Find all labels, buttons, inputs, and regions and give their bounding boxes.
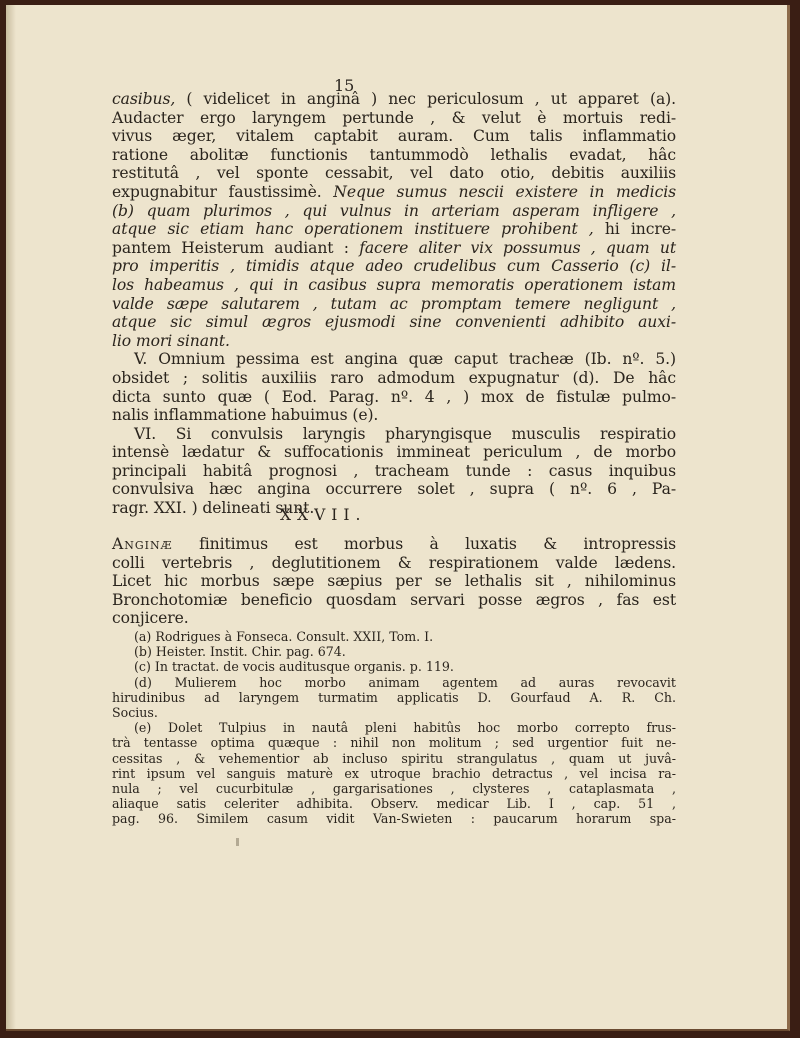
text-line: casibus, ( videlicet in anginâ ) nec periculosum , ut apparet (a). [112,90,676,108]
text-line: VI. Si convulsis laryngis pharyngisque musculis respiratio [134,424,676,443]
footnote-line: (b) Heister. Instit. Chir. pag. 674. [134,644,346,660]
footnote-line: pag. 96. Similem casum vidit Van-Swieten : paucarum horarum spa- [112,811,676,827]
text-line: V. Omnium pessima est angina quæ caput tracheæ (Ib. nº. 5.) [134,350,676,369]
paragraph-bronchotomy [112,90,676,518]
footnote-line: rint ipsum vel sanguis maturè ex utroque brachio detractus , vel incisa ra- [112,765,676,781]
text-line: obsidet ; solitis auxiliis raro admodum expugnatur (d). De hâc [112,368,676,387]
text-line: los habeamus , qui in casibus supra memoratis operationem istam [112,275,676,294]
footnote-line: cessitas , & vehementior ab incluso spiritu strangulatus , quam ut juvâ- [112,750,676,766]
text-line: ragr. XXI. ) delineati sunt. [112,499,315,518]
text-line: Anginæ finitimus est morbus à luxatis & intropressis [112,535,676,553]
text-line: Audacter ergo laryngem pertunde , & velut è mortuis redi- [112,108,676,127]
text-line: vivus æger, vitalem captabit auram. Cum talis inflammatio [112,127,676,146]
page-gutter [6,5,16,1029]
text-line: expugnabitur faustissimè. Neque sumus nescii existere in medicis [112,182,676,201]
text-line: Licet hic morbus sæpe sæpius per se lethalis sit , nihilominus [112,572,676,591]
text-line: restitutâ , vel sponte cessabit, vel dato otio, debitis auxiliis [112,164,676,183]
text-line: nalis inflammatione habuimus (e). [112,406,379,425]
footnote-line: (a) Rodrigues à Fonseca. Consult. XXII, Tom. I. [134,629,434,644]
footnote-line: (d) Mulierem hoc morbo animam agentem ad auras revocavit [134,674,676,690]
text-line: principali habitâ prognosi , tracheam tunde : casus inquibus [112,461,676,480]
text-line: conjicere. [112,609,189,628]
footnote-line: nula ; vel cucurbitulæ , gargarisationes , clysteres , cataplasmata , [112,780,676,796]
text-line: (b) quam plurimos , qui vulnus in arteriam asperam infligere , [112,201,676,220]
paragraph-luxation [112,535,676,628]
footnote-line: aliaque satis celeriter adhibita. Observ. medicar Lib. I , cap. 51 , [112,796,676,812]
section-heading: XXVII. [280,506,367,524]
text-line: colli vertebris , deglutitionem & respirationem valde lædens. [112,553,676,572]
text-line: pantem Heisterum audiant : facere aliter vix possumus , quam ut [112,238,677,257]
text-line: dicta sunto quæ ( Eod. Parag. nº. 4 , ) mox de fistulæ pulmo- [112,387,676,406]
footnote-line: Socius. [112,704,158,720]
text-line: atque sic etiam hanc operationem instituere prohibent , hi incre- [112,220,676,239]
footnotes [112,629,676,826]
text-line: ratione abolitæ functionis tantummodò lethalis evadat, hâc [112,145,676,164]
page-number: 15 [334,76,355,95]
footnote-line: hirudinibus ad laryngem turmatim applicatis D. Gourfaud A. R. Ch. [112,689,676,705]
text-line: Bronchotomiæ beneficio quosdam servari posse ægros , fas est [112,590,676,609]
text-line: valde sæpe salutarem , tutam ac promptam temere negligunt , [112,294,676,313]
text-line: pro imperitis , timidis atque adeo crudelibus cum Casserio (c) il- [112,257,676,276]
footnote-line: trà tentasse optima quæque : nihil non molitum ; sed urgentior fuit ne- [112,735,676,751]
text-line: convulsiva hæc angina occurrere solet , supra ( nº. 6 , Pa- [112,480,676,499]
text-line: atque sic simul ægros ejusmodi sine convenienti adhibito auxi- [112,313,676,332]
text-line: intensè lædatur & suffocationis immineat periculum , de morbo [112,443,676,462]
footnote-line: (c) In tractat. de vocis auditusque organis. p. 119. [134,659,454,675]
footnote-line: (e) Dolet Tulpius in nautâ pleni habitûs hoc morbo correpto frus- [134,720,676,736]
ink-mark [236,838,239,846]
text-line: lio mori sinant. [112,331,230,350]
